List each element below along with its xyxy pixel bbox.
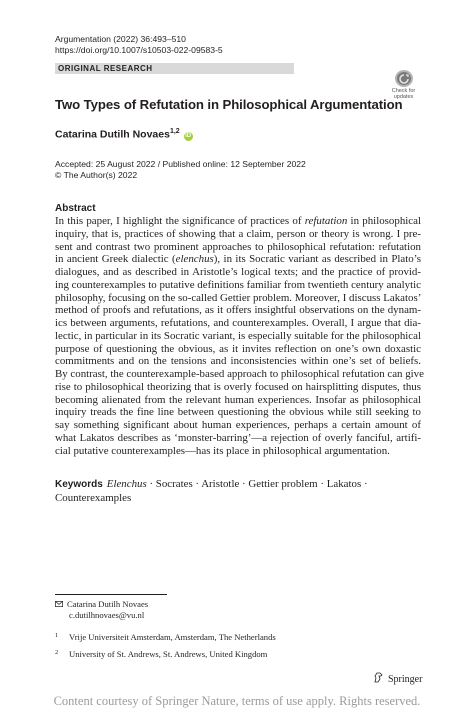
- abstract-emphasis: refutation: [304, 215, 348, 227]
- affiliation-number: 1: [55, 632, 59, 639]
- abstract-line: purpose of questioning the obvious, as it invites reflection on one’s own doxastic: [55, 342, 421, 355]
- abstract-heading: Abstract: [55, 203, 96, 214]
- correspondence-email[interactable]: c.dutilhnovaes@vu.nl: [69, 610, 145, 620]
- affiliation-text: Vrije Universiteit Amsterdam, Amsterdam, The Netherlands: [69, 632, 276, 642]
- affiliation-2: [55, 647, 267, 660]
- keyword-item: Elenchus: [106, 478, 147, 490]
- copyright-notice: © The Author(s) 2022: [55, 170, 138, 180]
- abstract-line: becoming alienated from the relevant human experiences. Insofar as philosophical: [55, 393, 421, 406]
- abstract-body: [55, 215, 424, 457]
- publisher-name: Springer: [388, 673, 423, 685]
- keywords: [55, 478, 421, 505]
- section-label: ORIGINAL RESEARCH: [55, 63, 294, 74]
- keyword-item: Aristotle: [201, 478, 240, 490]
- abstract-line: sent and contrast two prominent approaches to philosophical refutation: refutation: [55, 240, 421, 253]
- paper-title: Two Types of Refutation in Philosophical Argumentation: [55, 97, 403, 112]
- abstract-line: say something significant about human experiences, perhaps a certain amount of: [55, 419, 421, 431]
- abstract-line: what Lakatos describes as ‘monster-barring’—a rejection of overly fanciful, artifi-: [55, 431, 421, 444]
- doi-link[interactable]: https://doi.org/10.1007/s10503-022-09583-5: [55, 45, 223, 55]
- abstract-line: in ancient Greek dialectic (elenchus), in its Socratic variant as described in Plato’s: [55, 253, 422, 266]
- keyword-item: Socrates: [155, 478, 193, 490]
- accepted-published-dates: Accepted: 25 August 2022 / Published online: 12 September 2022: [55, 159, 306, 169]
- abstract-line: cial putative counterexamples—has its place in philosophical argumentation.: [55, 444, 390, 457]
- keyword-item: Counterexamples: [55, 491, 132, 504]
- springer-logo: [373, 672, 422, 686]
- abstract-line: inquiry, that is, practices of showing that a claim, person or theory is wrong. I pre-: [55, 227, 421, 240]
- abstract-line: In this paper, I highlight the significance of practices of refutation in philosophical: [55, 215, 421, 227]
- keyword-item: Lakatos: [326, 478, 362, 490]
- abstract-line: inquiry treads the fine line between questioning the obvious while still seeking to: [55, 406, 421, 419]
- correspondence-block: [55, 599, 148, 621]
- abstract-line: lectic, in particular in its Socratic variant, is especially suitable for the philosophical: [55, 329, 421, 342]
- keywords-label: Keywords: [55, 479, 103, 490]
- affiliation-1: [55, 630, 276, 643]
- abstract-line: ing counterexamples to putative definitions familiar from twentieth century analytic: [55, 278, 421, 291]
- author-name[interactable]: Catarina Dutilh Novaes: [55, 128, 170, 141]
- abstract-emphasis: elenchus: [175, 253, 214, 266]
- correspondence-name: Catarina Dutilh Novaes: [67, 599, 149, 609]
- envelope-icon: [55, 599, 67, 610]
- publication-dates: [55, 159, 306, 181]
- springer-horse-icon: [373, 672, 384, 686]
- check-updates-line2: updates: [393, 94, 414, 100]
- abstract-line: rise to philosophical theorizing that is overly focused on hairsplitting disputes, thus: [55, 380, 421, 393]
- affiliation-text: University of St. Andrews, St. Andrews, United Kingdom: [69, 649, 268, 659]
- journal-citation: Argumentation (2022) 36:493–510: [55, 34, 186, 44]
- journal-reference: [55, 34, 223, 56]
- check-for-updates-badge[interactable]: [385, 70, 422, 100]
- abstract-line: method of proofs and refutations, as it offers insightful observations on the dynam-: [55, 304, 421, 317]
- abstract-line: ics between arguments, refutations, and counterexamples. Overall, I argue that dia-: [55, 317, 421, 329]
- abstract-line: commitments and on the tensions and inconsistencies within one’s set of beliefs.: [55, 355, 421, 368]
- abstract-line: philosophy, focusing on the so-called Gettier problem. Moreover, I discuss Lakatos’: [55, 291, 422, 304]
- keywords-list: Elenchus · Socrates · Aristotle · Gettier problem · Lakatos · Counterexamples: [55, 478, 368, 504]
- author-line: [55, 128, 193, 141]
- abstract-line: dialogues, and as described in Aristotle’s logical texts; and the practice of provid-: [55, 266, 421, 278]
- affiliation-number: 2: [55, 649, 59, 656]
- courtesy-notice: Content courtesy of Springer Nature, terms of use apply. Rights reserved.: [53, 694, 421, 708]
- author-affiliation-marks: 1,2: [169, 128, 180, 135]
- check-updates-icon: [395, 70, 413, 87]
- abstract-line: By contrast, the counterexample-based approach to philosophical refutation can give: [55, 368, 424, 380]
- keyword-item: Gettier problem: [248, 478, 318, 490]
- footnote-divider: [55, 594, 167, 595]
- orcid-icon[interactable]: iD: [185, 132, 192, 139]
- check-updates-line1: Check for: [391, 88, 416, 94]
